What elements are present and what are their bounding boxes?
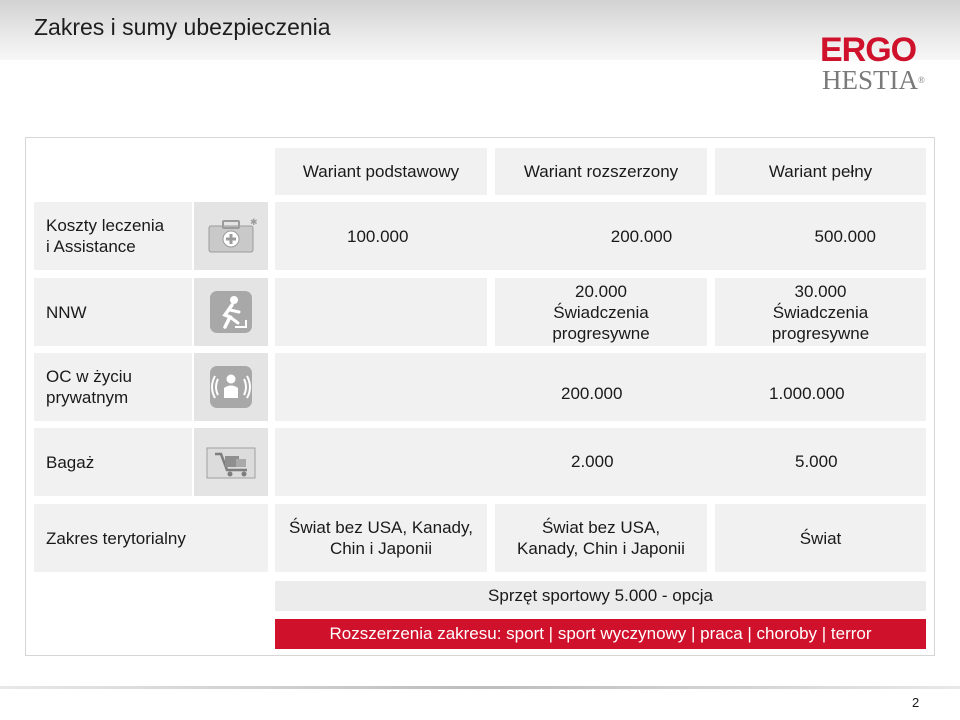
koszty-values-row [275, 202, 926, 270]
zakres-full-value: Świat [799, 528, 842, 548]
row-label-oc [34, 353, 192, 421]
sport-option-bar [275, 581, 926, 611]
variant-basic-label: Wariant podstawowy [302, 162, 460, 181]
koszty-extended-value: 200.000 [610, 226, 673, 246]
page-title: Zakres i sumy ubezpieczenia [34, 14, 331, 40]
person-signal-icon [194, 353, 268, 421]
zakres-basic-line1: Świat bez USA, Kanady, [289, 518, 473, 537]
variant-header-extended [495, 148, 707, 195]
ergo-hestia-logo [818, 33, 930, 95]
luggage-cart-icon [194, 428, 268, 496]
bagaz-values-row [275, 428, 926, 496]
koszty-basic-value: 100.000 [347, 226, 409, 246]
extensions-text: Rozszerzenia zakresu: sport | sport wyczynowy | praca | choroby | terror [329, 624, 872, 643]
row-label-nnw [34, 278, 192, 346]
variant-header-basic [275, 148, 487, 195]
nnw-extended-line2: Świadczenia [553, 302, 649, 322]
nnw-label: NNW [46, 302, 87, 322]
nnw-extended-line3: progresywne [552, 323, 650, 343]
nnw-full-line2: Świadczenia [772, 302, 869, 322]
logo-ergo-text: ERGO [820, 31, 917, 69]
variant-full-label: Wariant pełny [768, 162, 873, 181]
footer-divider [0, 686, 960, 689]
row-label-zakres [34, 504, 268, 572]
nnw-full-value: 30.000 [794, 281, 847, 301]
nnw-full-line3: progresywne [771, 323, 870, 343]
koszty-label-line1: Koszty leczenia [46, 216, 165, 235]
oc-label-line1: OC w życiu [46, 367, 132, 386]
row-label-bagaz [34, 428, 192, 496]
variant-header-full [715, 148, 926, 195]
zakres-extended-cell [495, 504, 707, 572]
logo-hestia-word: HESTIA [822, 65, 918, 95]
bagaz-extended-value: 2.000 [571, 452, 614, 471]
oc-label-line2: prywatnym [46, 388, 129, 407]
oc-extended-value: 200.000 [561, 384, 623, 403]
variant-extended-label: Wariant rozszerzony [523, 162, 679, 181]
page-number: 2 [912, 695, 920, 710]
svg-text:✱: ✱ [250, 218, 258, 228]
zakres-basic-cell [275, 504, 487, 572]
bagaz-full-value: 5.000 [795, 452, 838, 471]
oc-values-row [275, 353, 926, 421]
koszty-label-line2: i Assistance [46, 237, 136, 256]
nnw-basic-cell [275, 278, 487, 346]
zakres-basic-line2: Chin i Japonii [329, 539, 433, 558]
nnw-extended-cell [495, 278, 707, 346]
nnw-extended-value: 20.000 [574, 281, 627, 301]
row-label-koszty [34, 202, 192, 270]
zakres-label: Zakres terytorialny [46, 528, 186, 548]
zakres-extended-line1: Świat bez USA, [541, 518, 661, 537]
extensions-bar [275, 619, 926, 649]
oc-full-value: 1.000.000 [769, 384, 845, 403]
medical-kit-icon [194, 202, 268, 270]
sport-option-text: Sprzęt sportowy 5.000 - opcja [488, 586, 713, 605]
nnw-full-cell [715, 278, 926, 346]
coverage-table-panel [25, 137, 935, 656]
registered-mark: ® [918, 75, 925, 85]
falling-person-icon [194, 278, 268, 346]
koszty-full-value: 500.000 [814, 226, 876, 246]
zakres-extended-line2: Kanady, Chin i Japonii [517, 539, 685, 558]
logo-hestia-text [822, 67, 925, 94]
bagaz-label: Bagaż [46, 452, 95, 472]
zakres-full-cell [715, 504, 926, 572]
